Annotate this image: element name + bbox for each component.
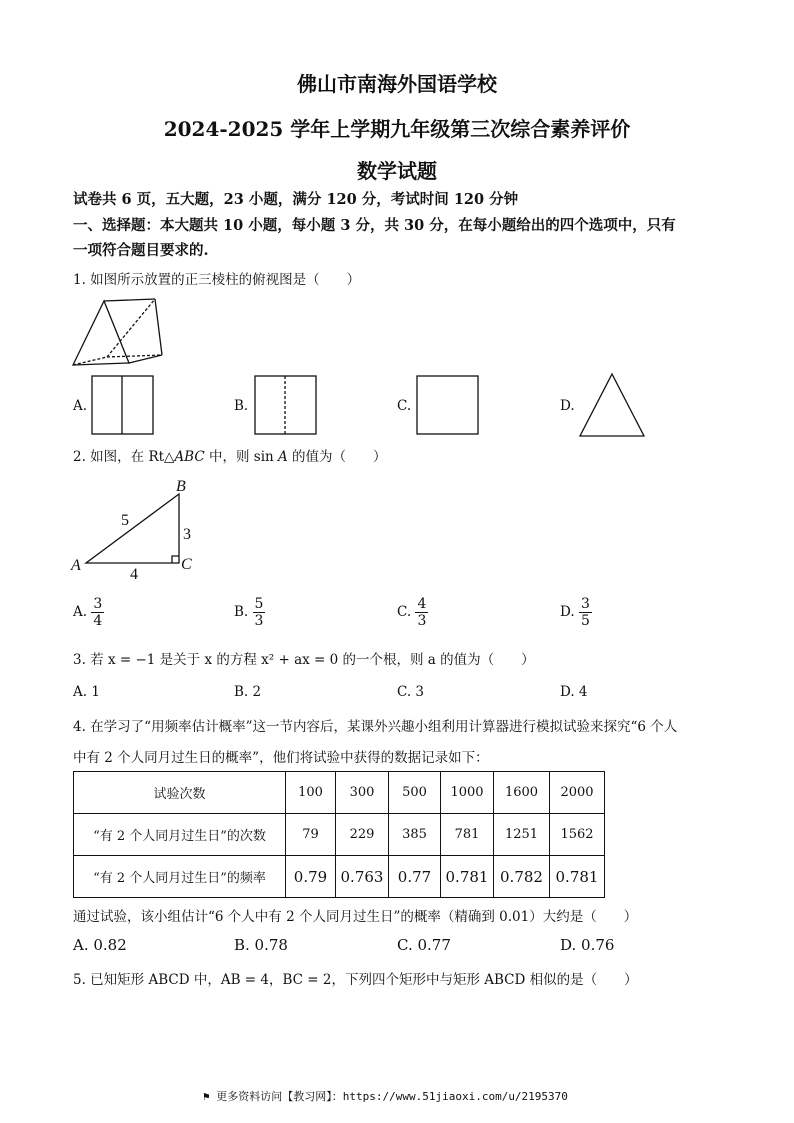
- table-row: [74, 856, 605, 898]
- q5-text: 5. 已知矩形 ABCD 中，AB = 4，BC = 2，下列四个矩形中与矩形 ABCD 相似的是（ ）: [73, 972, 638, 988]
- q4-text-after: 通过试验，该小组估计“6 个人中有 2 个人同月过生日”的概率（精确到 0.01）大约是（ ）: [73, 909, 638, 925]
- table-cell: “有 2 个人同月过生日”的频率: [74, 856, 286, 898]
- table-cell: 0.77: [389, 856, 441, 898]
- table-cell: 试验次数: [74, 772, 286, 814]
- table-cell: 1562: [550, 814, 605, 856]
- q2-label-a: A: [71, 557, 81, 574]
- table-row: [74, 814, 605, 856]
- q3-option-a[interactable]: A. 1: [73, 684, 100, 700]
- section-1-heading-cont: 一项符合题目要求的.: [73, 242, 209, 259]
- table-cell: 781: [441, 814, 494, 856]
- q1-text: 1. 如图所示放置的正三棱柱的俯视图是（ ）: [73, 272, 361, 288]
- table-cell: 385: [389, 814, 441, 856]
- table-cell: 0.79: [286, 856, 336, 898]
- q2-option-b[interactable]: B. $\frac{5}{3}$: [234, 596, 264, 629]
- q2-label-hyp: 5: [121, 512, 129, 529]
- q1-option-c[interactable]: C.: [397, 398, 412, 414]
- exam-info: 试卷共 6 页，五大题，23 小题，满分 120 分，考试时间 120 分钟: [73, 191, 519, 208]
- table-cell: 229: [336, 814, 389, 856]
- q2-label-b: B: [176, 478, 186, 495]
- q3-option-c[interactable]: C. 3: [397, 684, 425, 700]
- q2-option-a[interactable]: A. $\frac{3}{4}$: [73, 596, 103, 629]
- table-cell: 1251: [494, 814, 550, 856]
- q4-text-line2: 中有 2 个人同月过生日的概率”，他们将试验中获得的数据记录如下：: [73, 750, 489, 766]
- q4-option-d[interactable]: D. 0.76: [560, 936, 615, 954]
- table-cell: 0.781: [441, 856, 494, 898]
- q1-prism-figure: [70, 295, 166, 371]
- q4-option-c[interactable]: C. 0.77: [397, 936, 451, 954]
- exam-title: 2024-2025 学年上学期九年级第三次综合素养评价: [163, 117, 631, 141]
- q1-option-d-figure: [578, 372, 646, 438]
- table-cell: “有 2 个人同月过生日”的次数: [74, 814, 286, 856]
- q4-option-a[interactable]: A. 0.82: [73, 936, 127, 954]
- q1-option-b-figure: [254, 375, 317, 435]
- subject-title: 数学试题: [357, 159, 437, 183]
- table-cell: 1000: [441, 772, 494, 814]
- table-cell: 79: [286, 814, 336, 856]
- footer-link[interactable]: 更多资料访问【教习网】：https://www.51jiaoxi.com/u/2195370: [216, 1090, 568, 1103]
- q2-label-vert: 3: [183, 526, 191, 543]
- table-cell: 300: [336, 772, 389, 814]
- q3-option-b[interactable]: B. 2: [234, 684, 262, 700]
- q1-option-d[interactable]: D.: [560, 398, 575, 414]
- q2-label-base: 4: [130, 566, 138, 582]
- q4-text-line1: 4. 在学习了“用频率估计概率”这一节内容后，某课外兴趣小组利用计算器进行模拟试验来探究“6 个人: [73, 719, 678, 735]
- table-cell: 0.782: [494, 856, 550, 898]
- q1-option-c-figure: [416, 375, 479, 435]
- table-cell: 500: [389, 772, 441, 814]
- q4-data-table: [73, 771, 605, 898]
- q3-text: 3. 若 x = −1 是关于 x 的方程 x² + ax = 0 的一个根，则 a 的值为（ ）: [73, 652, 535, 668]
- table-cell: 2000: [550, 772, 605, 814]
- table-cell: 1600: [494, 772, 550, 814]
- q2-option-c[interactable]: C. $\frac{4}{3}$: [397, 596, 427, 629]
- q2-option-d[interactable]: D. $\frac{3}{5}$: [560, 596, 590, 629]
- q2-triangle-figure: [68, 474, 198, 582]
- q1-option-a-figure: [91, 375, 154, 435]
- q2-label-c: C: [181, 556, 192, 573]
- table-cell: 0.781: [550, 856, 605, 898]
- q2-text: 2. 如图，在 Rt△ABC 中，则 sin A 的值为（ ）: [73, 449, 387, 465]
- table-row: [74, 772, 605, 814]
- q4-option-b[interactable]: B. 0.78: [234, 936, 288, 954]
- school-title: 佛山市南海外国语学校: [297, 72, 497, 96]
- section-1-heading: 一、选择题：本大题共 10 小题，每小题 3 分，共 30 分，在每小题给出的四个选项中，只有: [73, 217, 676, 234]
- table-cell: 0.763: [336, 856, 389, 898]
- flag-icon: ⚑: [203, 1090, 210, 1103]
- table-cell: 100: [286, 772, 336, 814]
- q1-option-b[interactable]: B.: [234, 398, 249, 414]
- q1-option-a[interactable]: A.: [73, 398, 88, 414]
- footer[interactable]: [203, 1088, 568, 1104]
- q3-option-d[interactable]: D. 4: [560, 684, 588, 700]
